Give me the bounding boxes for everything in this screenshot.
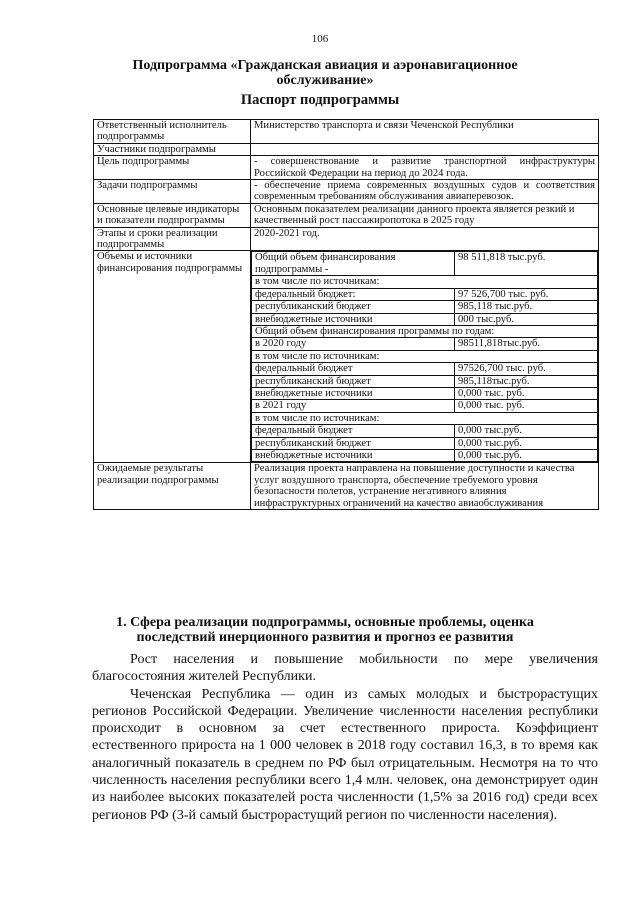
funding-value: 0,000 тыс.руб. — [455, 449, 598, 461]
funding-row — [252, 338, 598, 350]
funding-label: внебюджетные источники — [252, 387, 455, 399]
funding-label: республиканский бюджет — [252, 437, 455, 449]
funding-row — [252, 375, 598, 387]
row-label: Основные целевые индикаторы и показатели подпрограммы — [94, 203, 251, 227]
row-label: Ответственный исполнитель подпрограммы — [94, 120, 251, 144]
funding-subheading: Общий объем финансирования программы по годам: — [252, 325, 598, 337]
funding-label: федеральный бюджет — [252, 425, 455, 437]
row-value-empty — [251, 143, 599, 155]
funding-label: республиканский бюджет — [252, 301, 455, 313]
funding-row — [252, 313, 598, 325]
funding-subheading: в том числе по источникам: — [252, 412, 598, 424]
funding-row — [252, 425, 598, 437]
funding-row — [252, 288, 598, 300]
funding-value: 985,118 тыс.руб. — [455, 301, 598, 313]
funding-label: республиканский бюджет — [252, 375, 455, 387]
funding-cell — [251, 251, 599, 463]
funding-value: 0,000 тыс. руб. — [455, 400, 598, 412]
funding-value: 0,000 тыс.руб. — [455, 437, 598, 449]
row-value: - совершенствование и развитие транспортной инфраструктуры Российской Федерации на период до 2024 года. — [251, 156, 599, 180]
funding-row — [252, 252, 598, 276]
row-label: Объемы и источники финансирования подпрограммы — [94, 251, 251, 463]
funding-value: 97 526,700 тыс. руб. — [455, 288, 598, 300]
row-label: Задачи подпрограммы — [94, 180, 251, 204]
funding-label: Общий объем финансирования подпрограммы - — [252, 252, 455, 276]
funding-row — [252, 437, 598, 449]
funding-value: 985,118тыс.руб. — [455, 375, 598, 387]
paragraph: Рост населения и повышение мобильности по мере увеличения благосостояния жителей Республики. — [92, 652, 598, 685]
paragraph: Чеченская Республика — один из самых молодых и быстрорастущих регионов Российской Федерации. Увеличение численности населения республики происходит в основном за счет естественного прироста. Коэффициент естественного прироста на 1 000 человек в 2018 году составил 16,3, в то время как аналогичный показатель в среднем по РФ был отрицательным. Несмотря на то что численность населения республики всего 1,4 млн. человек, она демонстрирует один из наиболее высоких показателей роста численности (1,5% за 2016 год) среди всех регионов РФ (3-й самый быстрорастущий регион по численности населения). — [92, 686, 598, 823]
funding-row — [252, 412, 598, 424]
funding-value: 0,000 тыс.руб. — [455, 425, 598, 437]
funding-label: в 2020 году — [252, 338, 455, 350]
funding-value: 98 511,818 тыс.руб. — [455, 252, 598, 276]
funding-row — [252, 325, 598, 337]
funding-row — [252, 301, 598, 313]
funding-label: внебюджетные источники — [252, 313, 455, 325]
funding-label: в 2021 году — [252, 400, 455, 412]
table-row — [94, 120, 599, 144]
table-row — [94, 203, 599, 227]
funding-row — [252, 363, 598, 375]
funding-row — [252, 387, 598, 399]
table-row — [94, 227, 599, 251]
funding-value: 97526,700 тыс. руб. — [455, 363, 598, 375]
table-row — [94, 143, 599, 155]
funding-table — [251, 251, 598, 462]
body-text — [92, 651, 598, 824]
passport-heading: Паспорт подпрограммы — [240, 92, 400, 108]
page-number: 106 — [311, 33, 329, 45]
table-row — [94, 180, 599, 204]
funding-row — [252, 350, 598, 362]
subprogram-title: Подпрограмма «Гражданская авиация и аэронавигационное обслуживание» — [132, 58, 518, 88]
funding-label: федеральный бюджет: — [252, 288, 455, 300]
funding-row — [252, 400, 598, 412]
table-row — [94, 463, 599, 510]
row-label: Цель подпрограммы — [94, 156, 251, 180]
table-row — [94, 251, 599, 463]
funding-subheading: в том числе по источникам: — [252, 350, 598, 362]
row-label: Ожидаемые результаты реализации подпрограммы — [94, 463, 251, 510]
funding-label: внебюджетные источники — [252, 449, 455, 461]
funding-label: федеральный бюджет — [252, 363, 455, 375]
row-value: - обеспечение приема современных воздушных судов и соответствия современным требованиям обслуживания авиаперевозок. — [251, 180, 599, 204]
funding-row — [252, 449, 598, 461]
funding-value: 0,000 тыс. руб. — [455, 387, 598, 399]
row-value: Основным показателем реализации данного проекта является резкий и качественный рост пассажиропотока в 2025 году — [251, 203, 599, 227]
row-value: 2020-2021 год. — [251, 227, 599, 251]
funding-row — [252, 276, 598, 288]
row-value: Реализация проекта направлена на повышение доступности и качества услуг воздушного транспорта, обеспечение требуемого уровня безопасности полетов, устранение негативного влияния инфраструктурных ограничений на качество авиаобслуживания — [251, 463, 599, 510]
funding-value: 98511,818тыс.руб. — [455, 338, 598, 350]
row-label: Участники подпрограммы — [94, 143, 251, 155]
funding-subheading: в том числе по источникам: — [252, 276, 598, 288]
row-label: Этапы и сроки реализации подпрограммы — [94, 227, 251, 251]
passport-table — [93, 119, 599, 510]
table-row — [94, 156, 599, 180]
section-heading: 1. Сфера реализации подпрограммы, основные проблемы, оценка последствий инерционного развития и прогноз ее развития — [116, 615, 534, 645]
funding-value: 000 тыс.руб. — [455, 313, 598, 325]
row-value: Министерство транспорта и связи Чеченской Республики — [251, 120, 599, 144]
